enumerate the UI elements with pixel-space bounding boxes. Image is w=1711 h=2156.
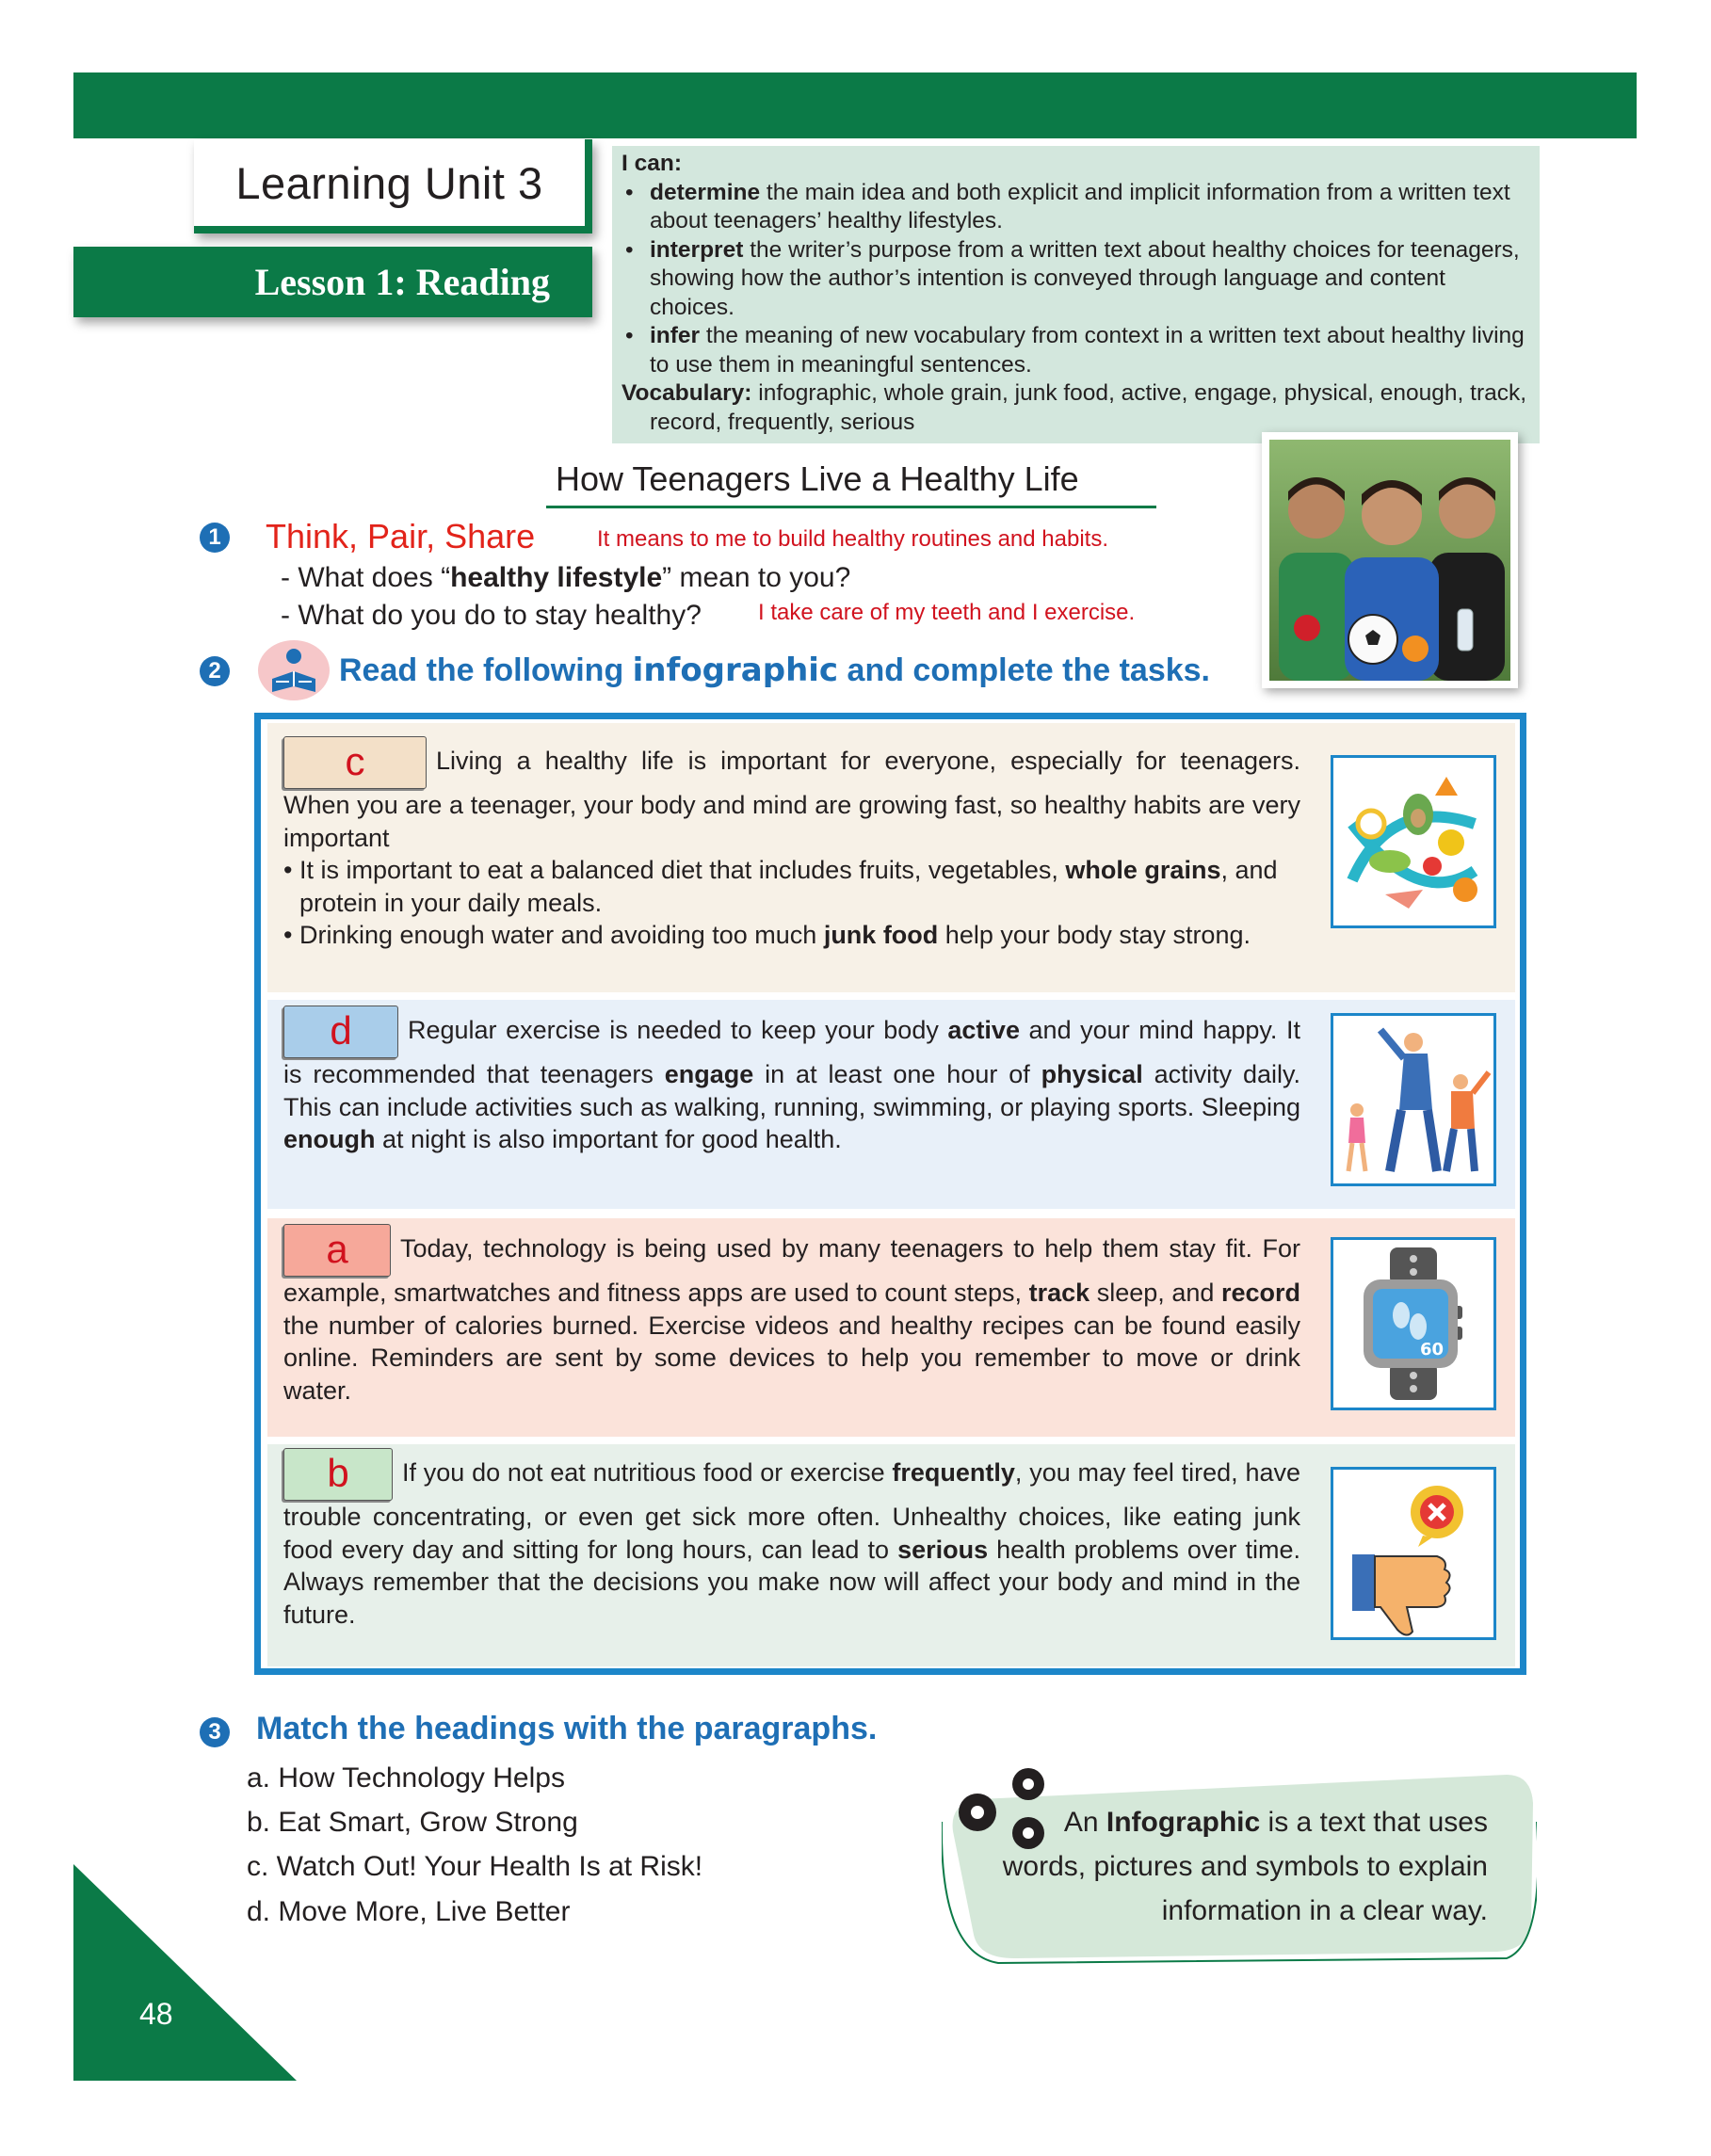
paragraph-d <box>267 1000 1515 1209</box>
objective-item: • infer the meaning of new vocabulary from context in a written text about healthy living to use them in meaningful sentences. <box>621 322 1530 379</box>
reading-icon <box>257 639 331 701</box>
heading-option-a: a. How Technology Helps <box>247 1762 565 1794</box>
bullet-item: • Drinking enough water and avoiding too much junk food help your body stay strong. <box>283 921 1251 949</box>
bullet-item: • It is important to eat a balanced diet that includes fruits, vegetables, whole grains, and protein in your daily meals. <box>283 856 1278 917</box>
exercise-icon <box>1331 1013 1496 1186</box>
tip-text: An Infographic is a text that uses words, pictures and symbols to explain information in a clear way. <box>1002 1807 1488 1926</box>
question-2: - What do you do to stay healthy? <box>281 600 702 631</box>
lesson-title: Lesson 1: Reading <box>254 261 550 303</box>
section-3-title: Match the headings with the paragraphs. <box>256 1711 878 1746</box>
answer-label-box: b <box>283 1448 393 1501</box>
learning-objectives-box <box>612 146 1540 443</box>
handwritten-answer-1: It means to me to build healthy routines and habits. <box>597 526 1108 552</box>
top-header-band <box>73 72 1637 138</box>
unit-title-card <box>194 139 592 233</box>
objectives-heading: I can: <box>621 151 682 176</box>
thumbs-down-icon <box>1331 1467 1496 1640</box>
section-1-title: Think, Pair, Share <box>266 517 536 555</box>
watch-steps-text: 60 <box>1420 1340 1445 1360</box>
paragraph-b <box>267 1444 1515 1666</box>
vocabulary-line: Vocabulary: infographic, whole grain, junk food, active, engage, physical, enough, track, record, frequently, serious <box>621 380 1527 435</box>
objectives-list <box>621 179 1530 380</box>
paragraph-d-text: d Regular exercise is needed to keep your body active and your mind happy. It is recommended that teenagers engage in at least one hour of physical activity daily. This can include activities such as walking, running, swimming, or playing sports. Sleeping enough at night is also important for good health. <box>283 1006 1300 1156</box>
objective-item: • interpret the writer’s purpose from a written text about healthy choices for teenagers, showing how the author’s intention is conveyed through language and content choices. <box>621 236 1530 323</box>
article-title: How Teenagers Live a Healthy Life <box>556 459 1079 498</box>
answer-label-box: c <box>283 736 427 789</box>
page-number: 48 <box>139 1997 173 2031</box>
handwritten-answer-2: I take care of my teeth and I exercise. <box>758 600 1136 625</box>
teenagers-photo <box>1262 432 1518 688</box>
section-1-number: 1 <box>200 523 230 553</box>
paragraph-c <box>267 723 1515 992</box>
title-underline <box>546 506 1156 508</box>
question-1: - What does “healthy lifestyle” mean to you? <box>281 562 851 593</box>
heading-option-b: b. Eat Smart, Grow Strong <box>247 1807 578 1838</box>
lesson-title-band <box>73 247 592 317</box>
paragraph-c-text: c Living a healthy life is important for everyone, especially for teenagers. When you are a teenager, your body and mind are growing fast, so healthy habits are very important • It is important to eat a balanced diet that includes fruits, vegetables, whole grains, and protein in your daily meals. • Drinking enough water and avoiding too much junk food help your body stay strong. <box>283 736 1300 952</box>
paragraph-a-text: a Today, technology is being used by many teenagers to help them stay fit. For example, smartwatches and fitness apps are used to count steps, track sleep, and record the number of calories burned. Exercise videos and healthy recipes can be found easily online. Reminders are sent by some devices to help you remember to move or drink water. <box>283 1224 1300 1407</box>
paragraph-b-text: b If you do not eat nutritious food or exercise frequently, you may feel tired, have trouble concentrating, or even get sick more often. Unhealthy choices, like eating junk food every day and sitting for long hours, can lead to serious health problems over time. Always remember that the decisions you make now will affect your body and mind in the future. <box>283 1448 1300 1631</box>
section-3-number: 3 <box>200 1717 230 1747</box>
section-2-title: Read the following infographic and complete the tasks. <box>339 652 1210 689</box>
paragraph-a <box>267 1218 1515 1437</box>
healthy-food-icon <box>1331 755 1496 928</box>
infographic-frame <box>254 713 1526 1675</box>
answer-label-box: a <box>283 1224 391 1277</box>
teenagers-illustration <box>1269 440 1510 681</box>
section-2-number: 2 <box>200 656 230 686</box>
answer-label-box: d <box>283 1006 398 1058</box>
unit-title: Learning Unit 3 <box>235 157 543 208</box>
page-corner-triangle <box>73 1864 297 2081</box>
smartwatch-icon <box>1331 1237 1496 1410</box>
heading-option-d: d. Move More, Live Better <box>247 1896 571 1927</box>
objective-item: • determine the main idea and both explicit and implicit information from a written text about teenagers’ healthy lifestyles. <box>621 179 1530 236</box>
heading-option-c: c. Watch Out! Your Health Is at Risk! <box>247 1851 703 1882</box>
